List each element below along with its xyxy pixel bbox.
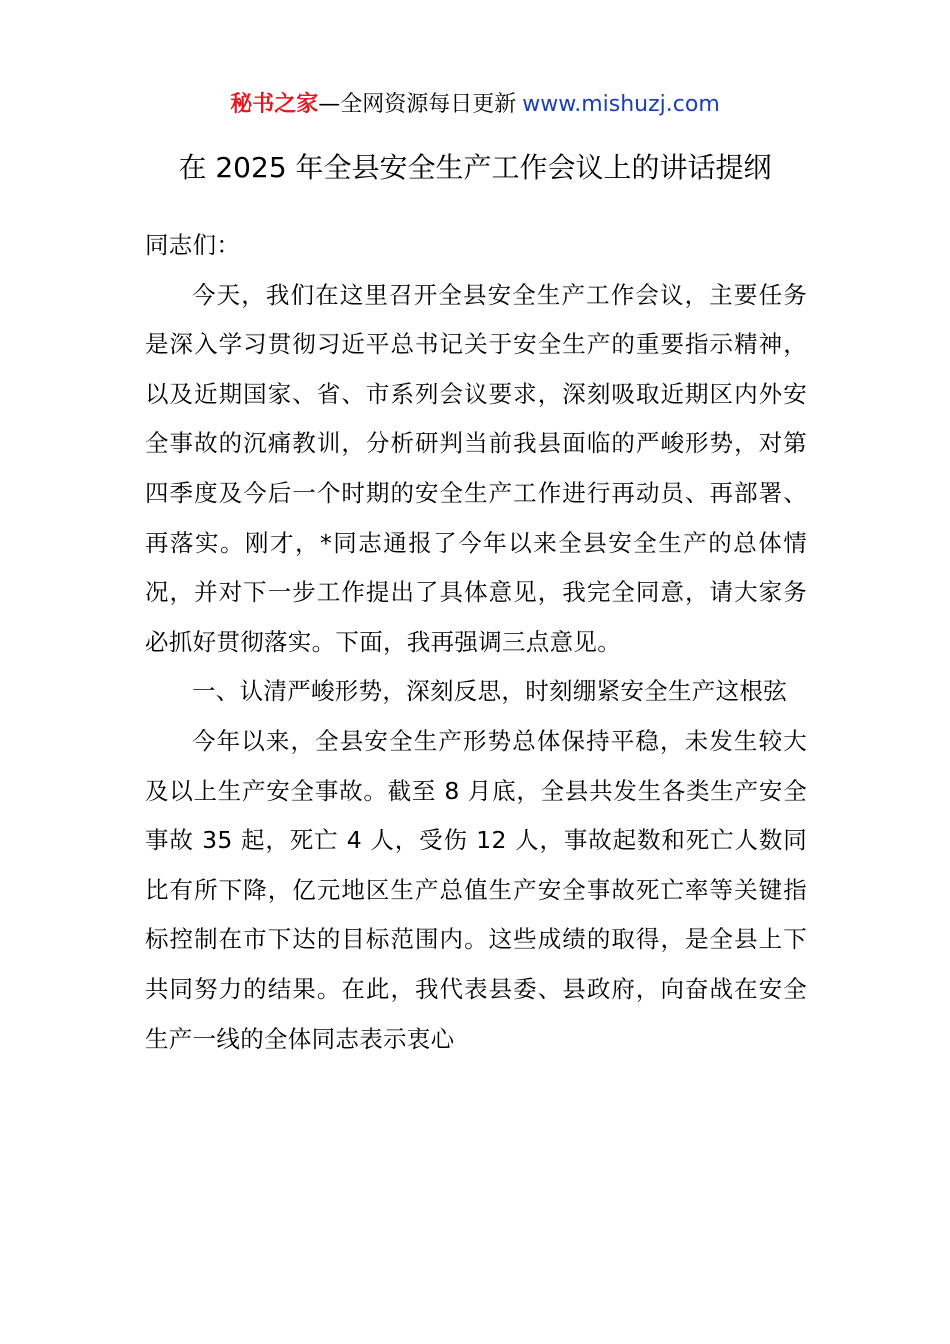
paragraph-situation: 今年以来，全县安全生产形势总体保持平稳，未发生较大及以上生产安全事故。截至 8 月底，全县共发生各类生产安全事故 35 起，死亡 4 人，受伤 12 人，事故起数和死亡人数同比有所下降，亿元地区生产总值生产安全事故死亡率等关键指标控制在市下达的目标范围内。这些成绩的取得，是全县上下共同努力的结果。在此，我代表县委、县政府，向奋战在安全生产一线的全体同志表示衷心 xyxy=(145,726,807,1053)
document-title: 在 2025 年全县安全生产工作会议上的讲话提纲 xyxy=(178,151,772,184)
brand-name: 秘书之家 xyxy=(230,92,319,117)
document-body xyxy=(145,221,807,1064)
header-tagline: —全网资源每日更新 xyxy=(318,92,517,117)
paragraph-intro: 今天，我们在这里召开全县安全生产工作会议，主要任务是深入学习贯彻习近平总书记关于安全生产的重要指示精神，以及近期国家、省、市系列会议要求，深刻吸取近期区内外安全事故的沉痛教训，分析研判当前我县面临的严峻形势，对第四季度及今后一个时期的安全生产工作进行再动员、再部署、再落实。刚才，*同志通报了今年以来全县安全生产的总体情况，并对下一步工作提出了具体意见，我完全同意，请大家务必抓好贯彻落实。下面，我再强调三点意见。 xyxy=(145,280,807,656)
site-header xyxy=(0,88,950,122)
site-url-link[interactable]: www.mishuzj.com xyxy=(522,92,720,117)
section-heading-1: 一、认清严峻形势，深刻反思，时刻绷紧安全生产这根弦 xyxy=(192,677,787,706)
salutation: 同志们： xyxy=(145,231,241,259)
